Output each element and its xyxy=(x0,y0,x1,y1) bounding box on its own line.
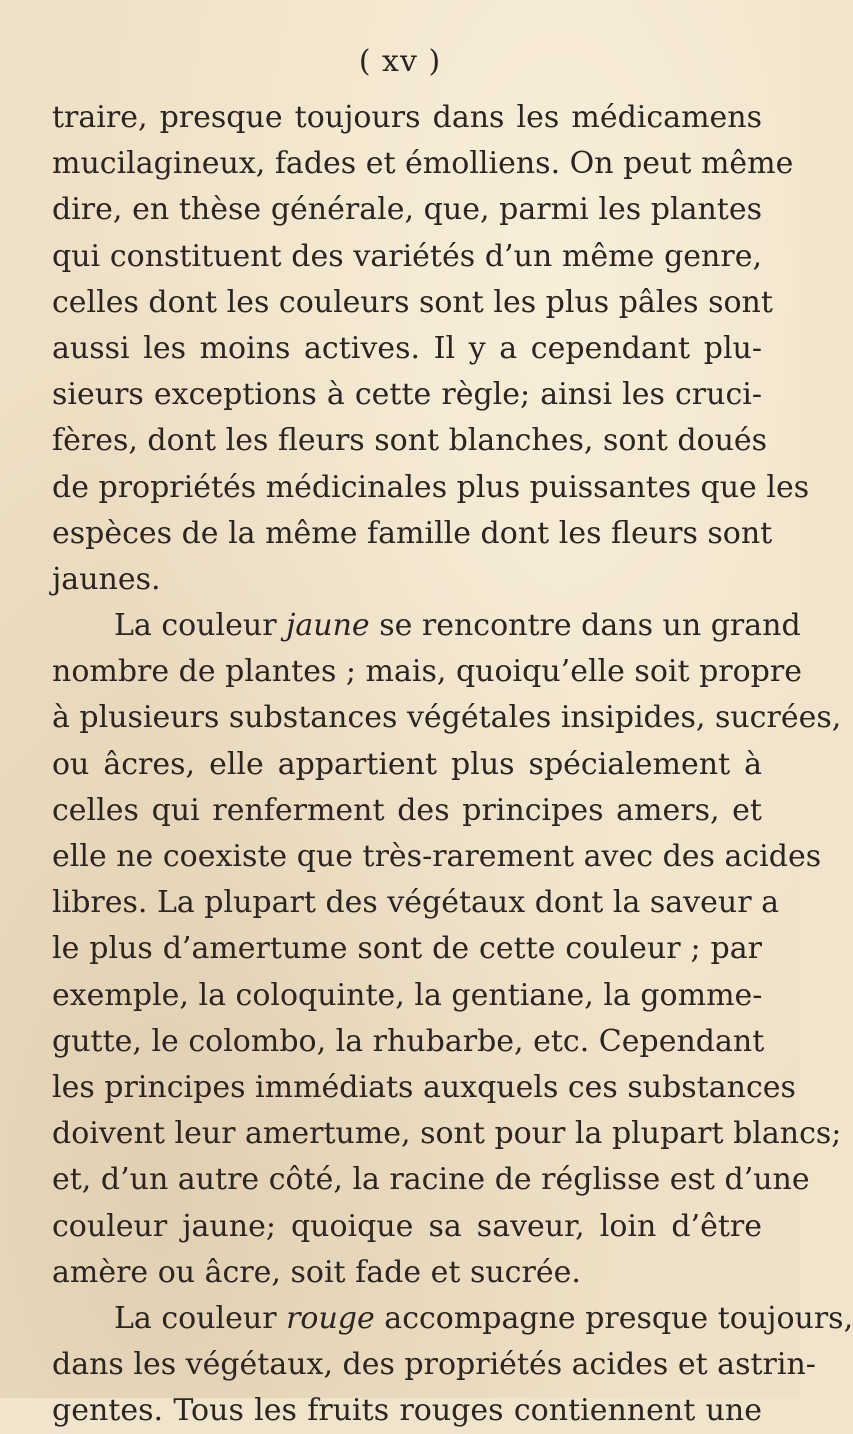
text-line: fères, dont les fleurs sont blanches, sont doués xyxy=(52,423,768,459)
text-line: elle ne coexiste que très-rarement avec des acides xyxy=(52,839,822,874)
text-line: exemple, la coloquinte, la gentiane, la gomme- xyxy=(52,977,763,1013)
text-line: couleur jaune; quoique sa saveur, loin d’être xyxy=(52,1208,762,1244)
text-line: jaunes. xyxy=(52,561,161,597)
text-line: à plusieurs substances végétales insipides, sucrées, xyxy=(52,700,842,736)
text-line: celles dont les couleurs sont les plus pâles sont xyxy=(52,284,773,320)
text-line: ou âcres, elle appartient plus spécialement à xyxy=(52,746,762,782)
body-text xyxy=(52,95,853,1434)
text-line: amère ou âcre, soit fade et sucrée. xyxy=(52,1254,581,1290)
text-line xyxy=(52,603,801,649)
text-line: mucilagineux, fades et émolliens. On peut même xyxy=(52,146,794,182)
text-line: sieurs exceptions à cette règle; ainsi les cruci- xyxy=(52,377,762,413)
text-line: de propriétés médicinales plus puissantes que les xyxy=(52,469,810,505)
text-line xyxy=(52,1296,853,1342)
text-line: et, d’un autre côté, la racine de réglisse est d’une xyxy=(52,1162,810,1198)
text-line: libres. La plupart des végétaux dont la saveur a xyxy=(52,885,779,921)
italic-word: rouge xyxy=(286,1300,375,1336)
text-line: gutte, le colombo, la rhubarbe, etc. Cependant xyxy=(52,1023,765,1059)
text-line: qui constituent des variétés d’un même genre, xyxy=(52,238,762,274)
text-line: espèces de la même famille dont les fleurs sont xyxy=(52,515,773,551)
text-line: dire, en thèse générale, que, parmi les plantes xyxy=(52,192,762,228)
text-segment: La couleur xyxy=(114,1300,287,1336)
text-line: nombre de plantes ; mais, quoiqu’elle soit propre xyxy=(52,654,802,690)
text-line: dans les végétaux, des propriétés acides et astrin- xyxy=(52,1347,816,1383)
page-number: ( xv ) xyxy=(358,44,442,79)
text-line: celles qui renferment des principes amers, et xyxy=(52,792,762,828)
text-segment: accompagne presque toujours, xyxy=(374,1300,853,1336)
text-line: les principes immédiats auxquels ces substances xyxy=(52,1069,796,1105)
text-segment: La couleur xyxy=(114,608,287,644)
italic-word: jaune xyxy=(286,608,370,644)
text-line: gentes. Tous les fruits rouges contiennent une xyxy=(52,1393,762,1429)
text-line: traire, presque toujours dans les médicamens xyxy=(52,100,762,135)
text-line: le plus d’amertume sont de cette couleur ; par xyxy=(52,931,762,967)
text-line: aussi les moins actives. Il y a cependant plu- xyxy=(52,330,762,366)
text-line: doivent leur amertume, sont pour la plupart blancs; xyxy=(52,1116,842,1152)
text-segment: se rencontre dans un grand xyxy=(369,608,801,644)
